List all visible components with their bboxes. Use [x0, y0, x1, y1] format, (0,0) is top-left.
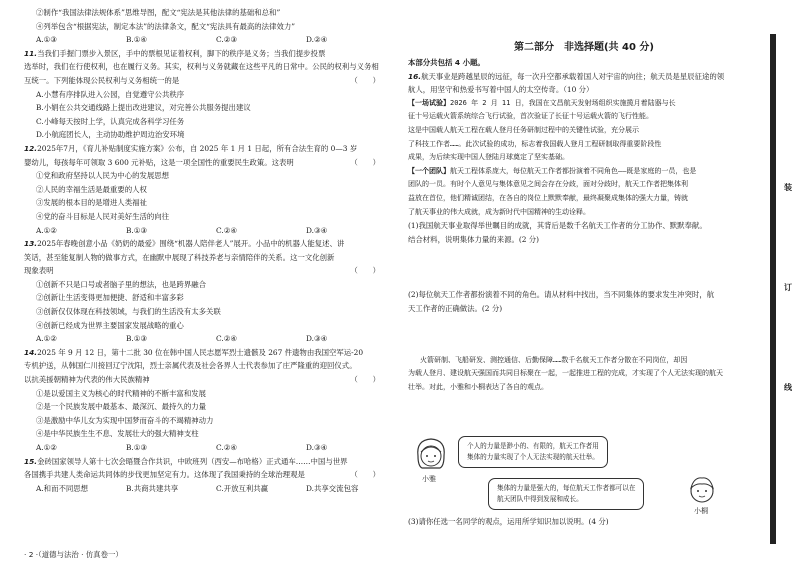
q15-option-b[interactable]: B.共商共建共享: [126, 483, 179, 493]
material-1-line-3: 这是中国载人航天工程在载人登月任务研制过程中的关键性试验，充分展示: [408, 125, 639, 134]
q13-option-b[interactable]: B.①③: [126, 334, 148, 344]
material-2-line-4: 了航天事业的伟大成就，成为新时代中国精神的生动诠释。: [408, 207, 590, 216]
material-1-line-1: 【一场试验】2026 年 2 月 11 日，我国在文昌航天发射场组织实施揽月着陆器与长: [408, 98, 676, 107]
q13-item-1: ①创新不只是口号或者脑子里的想法，也是跨界融合: [36, 279, 206, 289]
q10-option-c[interactable]: C.②③: [216, 35, 237, 45]
q14-option-c[interactable]: C.②④: [216, 443, 237, 452]
q16-stem-2: 航人，用坚守和热爱书写着中国人的太空传奇。（10 分）: [408, 85, 594, 95]
material-1-label: 【一场试验】: [408, 98, 450, 107]
q11-option-d[interactable]: D.小航庭团长人，主动协助维护周边治安环境: [36, 130, 185, 140]
material-2-label: 【一个团队】: [408, 166, 450, 175]
xiaotong-avatar: [686, 474, 718, 510]
q14-stem-3: 以抗美援朝精神为代表的伟大民族精神 （ ）: [24, 373, 396, 387]
q15-stem-1: 15.金砖国家领导人第十七次会晤暨合作共识，中欧班列（西安—布哈格）正式通车……中国与世界: [24, 456, 348, 466]
q15-option-d[interactable]: D.共享交流包容: [306, 483, 359, 493]
q10-option-d[interactable]: D.②④: [306, 35, 328, 45]
q10-option-a[interactable]: A.①③: [36, 35, 57, 45]
q12-option-a[interactable]: A.①②: [36, 225, 57, 235]
q15-option-a[interactable]: A.和而不同思想: [36, 483, 89, 493]
right-column: [408, 6, 760, 394]
q16-sub2-line-1: (2)每位航天工作者都扮演着不同的角色。请从材料中找出，当不同集体的要求发生冲突时，航: [408, 290, 715, 300]
q13-item-4: ④创新已经成为世界主要国家发展战略的重心: [36, 320, 184, 330]
q11-stem-1: 11.当我们手握门票步入景区，手中的票根见证着权利，脚下的秩序是义务；当我们提步投票: [24, 48, 326, 58]
q14-stem-2: 专机护送，从韩国仁川接回辽宁沈阳，烈士亲属代表及社会各界人士代表参加了庄严隆重的迎回仪式。: [24, 361, 357, 371]
answer-paren[interactable]: （ ）: [350, 375, 380, 385]
q14-item-2: ②是一个民族发展中最基本、最深沉、最持久的力量: [36, 402, 206, 412]
q12-option-d[interactable]: D.③④: [306, 225, 328, 235]
q12-option-c[interactable]: C.②④: [216, 225, 237, 235]
page-footer: · 2 ·（道德与法治 · 仿真卷一）: [24, 550, 123, 559]
girl-face-icon: [414, 436, 448, 474]
q11-stem-3: 互统一。下列能体现公民权利与义务相统一的是 （ ）: [24, 74, 396, 88]
q15-option-c[interactable]: C.开放互利共赢: [216, 483, 269, 493]
q11-number: 11.: [24, 48, 38, 58]
q14-option-b[interactable]: B.①③: [126, 443, 148, 452]
xiaoya-speech-bubble: 个人的力量是渺小的、有限的，航天工作者用 集体的力量实现了个人无法实现的航天壮举。: [458, 436, 608, 468]
q13-stem-2: 笑话，甚至能复制人物的做事方式，在幽默中展现了科技养老与亲情陪伴的关系。这一文化创新: [24, 252, 335, 262]
answer-paren[interactable]: （ ）: [350, 75, 380, 85]
q16-stem-1: 16.航天事业是跨越星辰的远征，每一次升空都承载着国人对宇宙的向往；航天员是星辰征途的领: [408, 71, 725, 81]
q13-item-2: ②创新让生活变得更加便捷、舒适和丰富多彩: [36, 293, 184, 303]
binding-margin-bar: [770, 34, 776, 544]
q12-item-1: ①党和政府坚持以人民为中心的发展思想: [36, 171, 170, 181]
q16-number: 16.: [408, 71, 422, 81]
q15-options: [24, 482, 396, 496]
q13-item-3: ③创新仅仅体现在科技领域，与我们的生活没有太多关联: [36, 307, 221, 317]
answer-space-3[interactable]: [408, 530, 760, 560]
q13-stem-3: 现象表明 （ ）: [24, 264, 396, 278]
q10-item-4: ④列举包含“根据宪法，制定本法”的法律条文，配文“宪法具有最高的法律效力”: [36, 21, 296, 31]
material-2-line-1: 【一个团队】航天工程体系庞大，每位航天工作者都扮演着不同角色——既是家庭的一员，也是: [408, 166, 697, 175]
q16-sub2-line-2: 天工作者的正确做法。(2 分): [408, 303, 503, 313]
q14-stem-1: 14.2025 年 9 月 12 日，第十二批 30 位在韩中国人民志愿军烈士遗骸及 267 件遗物由我国空军运-20: [24, 347, 364, 357]
xiaotong-name: 小桐: [694, 507, 708, 515]
answer-paren[interactable]: （ ）: [350, 266, 380, 276]
section-title: 第二部分 非选择题(共 40 分): [513, 42, 655, 53]
q13-number: 13.: [24, 239, 38, 249]
q16-sub1-line-2: 结合材料，说明集体力量的来源。(2 分): [408, 234, 540, 244]
q11-stem-2: 选举时，我们在行使权利，也在履行义务。其实，权利与义务就藏在这些平凡的日常中。公民的权利与义务相: [24, 62, 379, 72]
q15-number: 15.: [24, 456, 38, 466]
answer-space-1[interactable]: [408, 246, 760, 288]
xiaotong-speech-bubble: 集体的力量是强大的，每位航天工作者都可以在 航天团队中得到发展和成长。: [488, 478, 644, 510]
q14-option-d[interactable]: D.③④: [306, 443, 328, 452]
section-intro: 本部分共包括 4 小题。: [408, 58, 485, 67]
xiaoya-avatar: [414, 436, 448, 478]
q16-sub1-line-1: (1)我国航天事业取得举世瞩目的成就，其背后是数千名航天工作者的分工协作、默默奉献。: [408, 221, 707, 231]
material-3-line-2: 为载人登月、建设航天强国而共同目标聚在一起，一起推进工程的完成，才实现了个人无法实现的航天: [408, 369, 723, 378]
q10-options: [24, 33, 396, 47]
material-2-line-3: 益放在首位，他们精诚团结，在各自的岗位上默默奉献，最终凝聚成集体的强大力量，铸就: [408, 193, 688, 202]
q14-item-3: ③是激励中华儿女为实现中国梦而奋斗的不竭精神动力: [36, 415, 214, 425]
margin-label-zhuang: 装: [784, 182, 792, 192]
q10-item-2: ②制作“我国法律法规体系”思维导图，配文“宪法是其他法律的基础和总和”: [36, 8, 281, 17]
q13-stem-1: 13.2025年春晚创意小品《奶奶的最爱》围绕“机器人陪伴老人”展开。小品中的机器人能复述、讲: [24, 239, 345, 249]
material-1-line-2: 征十号运载火箭系统综合飞行试验，首次验证了长征十号运载火箭的飞行性能。: [408, 112, 653, 121]
q10-option-b[interactable]: B.①④: [126, 35, 148, 45]
left-column: [24, 6, 396, 495]
q14-option-a[interactable]: A.①②: [36, 443, 57, 452]
q16-sub3: (3)请你任选一名同学的观点，运用所学知识加以说明。(4 分): [408, 517, 609, 526]
q12-number: 12.: [24, 143, 38, 153]
margin-label-xian: 线: [784, 382, 792, 392]
material-1-line-5: 成果，为后续实现中国人登陆月球奠定了坚实基础。: [408, 153, 569, 162]
q12-stem-1: 12.2025年7月，《育儿补贴制度实施方案》公布，自 2025 年 1 月 1 日起，所有合法生育的 0—3 岁: [24, 143, 358, 153]
material-2-line-2: 团队的一员。有时个人意见与集体意见之间会存在分歧，面对分歧时，航天工作者把集体利: [408, 180, 688, 189]
q12-item-3: ③发展的根本目的是增进人类福祉: [36, 198, 147, 208]
answer-paren[interactable]: （ ）: [350, 157, 380, 167]
q11-option-b[interactable]: B.小娟在公共交通线路上提出改进建议，对完善公共服务提出建议: [36, 103, 251, 113]
q12-option-b[interactable]: B.①③: [126, 225, 148, 235]
answer-paren[interactable]: （ ）: [350, 470, 380, 480]
q13-option-d[interactable]: D.③④: [306, 334, 328, 344]
q14-number: 14.: [24, 347, 38, 357]
q12-options: [24, 224, 396, 238]
margin-label-ding: 订: [784, 282, 792, 292]
q14-item-1: ①是以爱国主义为核心的时代精神的不断丰富和发展: [36, 388, 206, 398]
material-1-line-4: 了科技工作者……。此次试验的成功，标志着我国载人登月工程研制取得重要阶段性: [408, 139, 662, 148]
xiaoya-name: 小雅: [422, 475, 436, 483]
q11-option-a[interactable]: A.小慧有序排队进入公园，自觉遵守公共秩序: [36, 89, 185, 99]
q11-option-c[interactable]: C.小峰每天按时上学，认真完成各科学习任务: [36, 116, 185, 126]
q13-options: [24, 332, 396, 346]
q12-item-4: ④党的奋斗目标是人民对美好生活的向往: [36, 211, 170, 221]
q13-option-a[interactable]: A.①②: [36, 334, 57, 344]
material-3-line-1: 火箭研制、飞船研发、测控通信、后勤保障……数千名航天工作者分散在不同岗位，却因: [420, 355, 688, 364]
q12-stem-2: 婴幼儿，每孩每年可领取 3 600 元补贴，这是一项全国性的重要民生政策。这表明 （ ）: [24, 156, 396, 170]
boy-face-icon: [686, 474, 718, 506]
q14-item-4: ④是中华民族生生不息、发展壮大的强大精神支柱: [36, 429, 199, 439]
q12-item-2: ②人民的幸福生活是最重要的人权: [36, 184, 147, 194]
q14-options: [24, 441, 396, 455]
answer-space-2[interactable]: [408, 316, 760, 354]
material-3-line-3: 壮举。对此，小雅和小桐表达了各自的观点。: [408, 382, 548, 391]
q15-stem-2: 各国携手共建人类命运共同体的步伐更加坚定有力。这体现了我国秉持的全球治理观是 （ ）: [24, 468, 396, 482]
q13-option-c[interactable]: C.②④: [216, 334, 237, 344]
